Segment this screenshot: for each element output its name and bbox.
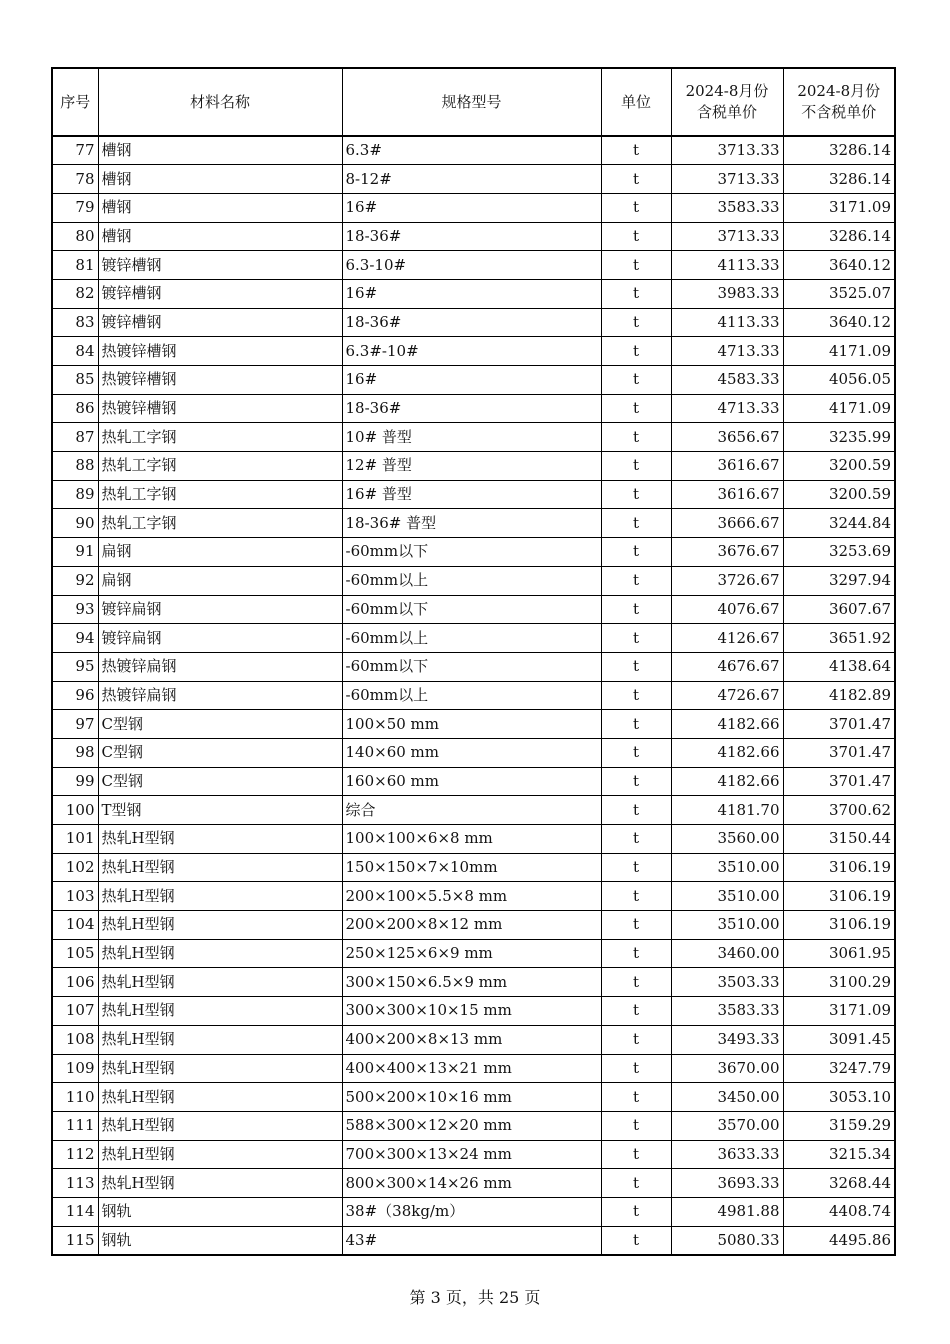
cell-price-notax: 3244.84: [783, 509, 895, 538]
table-row: [52, 767, 895, 796]
cell-price-notax: 3297.94: [783, 566, 895, 595]
cell-price-notax: 4138.64: [783, 652, 895, 681]
cell-unit: t: [601, 538, 671, 567]
cell-name: 热轧工字钢: [98, 452, 342, 481]
cell-price-notax: 3701.47: [783, 767, 895, 796]
cell-unit: t: [601, 423, 671, 452]
cell-unit: t: [601, 796, 671, 825]
cell-spec: 18-36#: [342, 394, 601, 423]
cell-no: 100: [52, 796, 98, 825]
cell-price-notax: 4408.74: [783, 1197, 895, 1226]
cell-name: 热轧H型钢: [98, 1083, 342, 1112]
cell-name: 镀锌槽钢: [98, 308, 342, 337]
cell-price-tax: 4181.70: [671, 796, 783, 825]
table-row: [52, 1226, 895, 1255]
cell-unit: t: [601, 366, 671, 395]
cell-price-tax: 4113.33: [671, 308, 783, 337]
cell-no: 106: [52, 968, 98, 997]
cell-price-tax: 3616.67: [671, 480, 783, 509]
cell-unit: t: [601, 222, 671, 251]
cell-price-tax: 4981.88: [671, 1197, 783, 1226]
cell-name: 热轧H型钢: [98, 1025, 342, 1054]
cell-no: 92: [52, 566, 98, 595]
table-row: [52, 279, 895, 308]
cell-unit: t: [601, 308, 671, 337]
cell-no: 101: [52, 825, 98, 854]
table-row: [52, 509, 895, 538]
table-row: [52, 423, 895, 452]
cell-spec: 38#（38kg/m）: [342, 1197, 601, 1226]
table-row: [52, 366, 895, 395]
cell-unit: t: [601, 911, 671, 940]
cell-spec: -60mm以上: [342, 681, 601, 710]
cell-name: 热轧工字钢: [98, 480, 342, 509]
cell-price-tax: 3670.00: [671, 1054, 783, 1083]
table-row: [52, 825, 895, 854]
cell-name: 热轧H型钢: [98, 1140, 342, 1169]
cell-unit: t: [601, 1054, 671, 1083]
table-row: [52, 480, 895, 509]
cell-name: 镀锌扁钢: [98, 624, 342, 653]
cell-no: 104: [52, 911, 98, 940]
cell-unit: t: [601, 394, 671, 423]
cell-unit: t: [601, 193, 671, 222]
table-row: [52, 165, 895, 194]
cell-price-tax: 3583.33: [671, 997, 783, 1026]
cell-name: 扁钢: [98, 566, 342, 595]
cell-unit: t: [601, 251, 671, 280]
cell-spec: 150×150×7×10mm: [342, 853, 601, 882]
cell-price-tax: 3713.33: [671, 222, 783, 251]
cell-spec: 400×400×13×21 mm: [342, 1054, 601, 1083]
cell-name: 热轧工字钢: [98, 509, 342, 538]
cell-no: 103: [52, 882, 98, 911]
table-row: [52, 193, 895, 222]
table-row: [52, 394, 895, 423]
header-price-tax-line2: 含税单价: [696, 103, 757, 121]
cell-name: 热轧H型钢: [98, 968, 342, 997]
cell-spec: 16#: [342, 279, 601, 308]
cell-spec: 6.3#-10#: [342, 337, 601, 366]
header-spec: 规格型号: [342, 68, 601, 136]
cell-spec: 200×100×5.5×8 mm: [342, 882, 601, 911]
cell-unit: t: [601, 279, 671, 308]
cell-spec: 16#: [342, 366, 601, 395]
table-row: [52, 624, 895, 653]
table-row: [52, 968, 895, 997]
table-header: [52, 68, 895, 136]
table-row: [52, 308, 895, 337]
cell-unit: t: [601, 165, 671, 194]
cell-price-tax: 4583.33: [671, 366, 783, 395]
cell-price-notax: 3268.44: [783, 1169, 895, 1198]
cell-price-notax: 3100.29: [783, 968, 895, 997]
cell-unit: t: [601, 624, 671, 653]
cell-no: 94: [52, 624, 98, 653]
cell-name: 热镀锌槽钢: [98, 337, 342, 366]
table-row: [52, 452, 895, 481]
cell-spec: 300×150×6.5×9 mm: [342, 968, 601, 997]
cell-spec: 300×300×10×15 mm: [342, 997, 601, 1026]
cell-price-notax: 3106.19: [783, 911, 895, 940]
cell-no: 77: [52, 136, 98, 165]
cell-price-notax: 4182.89: [783, 681, 895, 710]
cell-price-tax: 3570.00: [671, 1111, 783, 1140]
table-row: [52, 738, 895, 767]
cell-spec: 250×125×6×9 mm: [342, 939, 601, 968]
table-row: [52, 337, 895, 366]
cell-name: 扁钢: [98, 538, 342, 567]
cell-price-tax: 3460.00: [671, 939, 783, 968]
cell-unit: t: [601, 509, 671, 538]
cell-spec: 100×50 mm: [342, 710, 601, 739]
table-row: [52, 595, 895, 624]
header-no: 序号: [52, 68, 98, 136]
table-body: [52, 136, 895, 1255]
cell-name: 槽钢: [98, 222, 342, 251]
cell-price-notax: 3235.99: [783, 423, 895, 452]
table-row: [52, 796, 895, 825]
cell-no: 84: [52, 337, 98, 366]
cell-spec: -60mm以下: [342, 538, 601, 567]
cell-spec: 160×60 mm: [342, 767, 601, 796]
cell-spec: 16#: [342, 193, 601, 222]
cell-no: 98: [52, 738, 98, 767]
table-row: [52, 136, 895, 165]
header-price-notax: [783, 68, 895, 136]
cell-price-tax: 3676.67: [671, 538, 783, 567]
cell-unit: t: [601, 1083, 671, 1112]
cell-no: 90: [52, 509, 98, 538]
cell-no: 105: [52, 939, 98, 968]
cell-name: 热轧H型钢: [98, 1169, 342, 1198]
cell-price-tax: 3560.00: [671, 825, 783, 854]
table-row: [52, 1197, 895, 1226]
table-row: [52, 222, 895, 251]
page-footer: 第 3 页，共 25 页: [409, 1288, 541, 1307]
cell-price-tax: 4676.67: [671, 652, 783, 681]
cell-name: 热轧H型钢: [98, 997, 342, 1026]
cell-name: 热轧H型钢: [98, 1111, 342, 1140]
header-price-tax-line1: 2024-8月份: [685, 82, 769, 100]
cell-name: 镀锌扁钢: [98, 595, 342, 624]
table-row: [52, 710, 895, 739]
cell-no: 96: [52, 681, 98, 710]
cell-no: 113: [52, 1169, 98, 1198]
cell-no: 80: [52, 222, 98, 251]
cell-no: 87: [52, 423, 98, 452]
cell-price-notax: 3200.59: [783, 452, 895, 481]
cell-price-notax: 3053.10: [783, 1083, 895, 1112]
cell-price-notax: 3159.29: [783, 1111, 895, 1140]
cell-unit: t: [601, 652, 671, 681]
cell-price-notax: 3106.19: [783, 882, 895, 911]
table-row: [52, 566, 895, 595]
cell-price-tax: 3983.33: [671, 279, 783, 308]
cell-name: 镀锌槽钢: [98, 279, 342, 308]
cell-price-notax: 3286.14: [783, 136, 895, 165]
cell-price-notax: 3150.44: [783, 825, 895, 854]
cell-name: 热镀锌槽钢: [98, 366, 342, 395]
cell-spec: 8-12#: [342, 165, 601, 194]
cell-no: 109: [52, 1054, 98, 1083]
cell-name: C型钢: [98, 710, 342, 739]
cell-unit: t: [601, 825, 671, 854]
table-row: [52, 1054, 895, 1083]
cell-unit: t: [601, 136, 671, 165]
cell-unit: t: [601, 710, 671, 739]
cell-price-notax: 3640.12: [783, 251, 895, 280]
cell-no: 114: [52, 1197, 98, 1226]
cell-unit: t: [601, 452, 671, 481]
cell-no: 107: [52, 997, 98, 1026]
cell-no: 115: [52, 1226, 98, 1255]
cell-price-tax: 3666.67: [671, 509, 783, 538]
table-row: [52, 652, 895, 681]
table-row: [52, 853, 895, 882]
cell-no: 110: [52, 1083, 98, 1112]
cell-no: 83: [52, 308, 98, 337]
cell-price-notax: 3700.62: [783, 796, 895, 825]
cell-spec: 500×200×10×16 mm: [342, 1083, 601, 1112]
cell-spec: 140×60 mm: [342, 738, 601, 767]
cell-name: 热轧工字钢: [98, 423, 342, 452]
cell-unit: t: [601, 997, 671, 1026]
cell-price-notax: 3247.79: [783, 1054, 895, 1083]
cell-name: 镀锌槽钢: [98, 251, 342, 280]
cell-name: 钢轨: [98, 1226, 342, 1255]
cell-unit: t: [601, 1169, 671, 1198]
cell-price-tax: 3713.33: [671, 136, 783, 165]
cell-price-notax: 3253.69: [783, 538, 895, 567]
cell-name: 热轧H型钢: [98, 825, 342, 854]
cell-price-tax: 3713.33: [671, 165, 783, 194]
cell-price-notax: 4056.05: [783, 366, 895, 395]
cell-spec: 12# 普型: [342, 452, 601, 481]
cell-name: 热镀锌扁钢: [98, 652, 342, 681]
table-row: [52, 911, 895, 940]
table-row: [52, 1083, 895, 1112]
cell-no: 82: [52, 279, 98, 308]
cell-price-notax: 4171.09: [783, 394, 895, 423]
cell-spec: 综合: [342, 796, 601, 825]
cell-unit: t: [601, 595, 671, 624]
cell-no: 93: [52, 595, 98, 624]
table-row: [52, 1025, 895, 1054]
cell-price-tax: 4726.67: [671, 681, 783, 710]
cell-price-tax: 3510.00: [671, 882, 783, 911]
cell-name: C型钢: [98, 767, 342, 796]
cell-name: 热轧H型钢: [98, 882, 342, 911]
cell-spec: 16# 普型: [342, 480, 601, 509]
cell-spec: 43#: [342, 1226, 601, 1255]
cell-price-tax: 4182.66: [671, 710, 783, 739]
cell-unit: t: [601, 767, 671, 796]
cell-price-tax: 3450.00: [671, 1083, 783, 1112]
cell-price-tax: 3583.33: [671, 193, 783, 222]
cell-spec: -60mm以上: [342, 624, 601, 653]
cell-name: T型钢: [98, 796, 342, 825]
cell-spec: 400×200×8×13 mm: [342, 1025, 601, 1054]
cell-unit: t: [601, 566, 671, 595]
cell-name: 槽钢: [98, 165, 342, 194]
cell-price-notax: 4171.09: [783, 337, 895, 366]
table-row: [52, 1111, 895, 1140]
table-row: [52, 1169, 895, 1198]
cell-no: 91: [52, 538, 98, 567]
cell-spec: -60mm以下: [342, 652, 601, 681]
cell-price-notax: 3061.95: [783, 939, 895, 968]
cell-no: 81: [52, 251, 98, 280]
cell-unit: t: [601, 337, 671, 366]
cell-price-tax: 3493.33: [671, 1025, 783, 1054]
table-row: [52, 251, 895, 280]
cell-name: 钢轨: [98, 1197, 342, 1226]
cell-unit: t: [601, 1140, 671, 1169]
header-price-tax: [671, 68, 783, 136]
cell-price-tax: 3633.33: [671, 1140, 783, 1169]
cell-price-notax: 3286.14: [783, 165, 895, 194]
cell-unit: t: [601, 1111, 671, 1140]
cell-spec: 200×200×8×12 mm: [342, 911, 601, 940]
cell-name: 热镀锌槽钢: [98, 394, 342, 423]
cell-price-tax: 5080.33: [671, 1226, 783, 1255]
cell-spec: 6.3#: [342, 136, 601, 165]
cell-price-tax: 4126.67: [671, 624, 783, 653]
cell-price-tax: 3510.00: [671, 911, 783, 940]
cell-spec: 18-36# 普型: [342, 509, 601, 538]
cell-price-notax: 3286.14: [783, 222, 895, 251]
cell-no: 85: [52, 366, 98, 395]
cell-price-notax: 3607.67: [783, 595, 895, 624]
cell-spec: 18-36#: [342, 308, 601, 337]
cell-price-notax: 3171.09: [783, 193, 895, 222]
cell-unit: t: [601, 738, 671, 767]
header-row: [52, 68, 895, 136]
cell-price-tax: 3726.67: [671, 566, 783, 595]
cell-price-tax: 4713.33: [671, 394, 783, 423]
cell-no: 79: [52, 193, 98, 222]
header-price-notax-line1: 2024-8月份: [797, 82, 881, 100]
table-row: [52, 939, 895, 968]
cell-unit: t: [601, 968, 671, 997]
cell-price-notax: 3640.12: [783, 308, 895, 337]
cell-price-notax: 3525.07: [783, 279, 895, 308]
cell-unit: t: [601, 1025, 671, 1054]
cell-price-tax: 4713.33: [671, 337, 783, 366]
table-row: [52, 882, 895, 911]
cell-no: 99: [52, 767, 98, 796]
table-row: [52, 538, 895, 567]
cell-name: 热镀锌扁钢: [98, 681, 342, 710]
cell-spec: 18-36#: [342, 222, 601, 251]
cell-no: 88: [52, 452, 98, 481]
cell-price-tax: 3503.33: [671, 968, 783, 997]
cell-name: 槽钢: [98, 136, 342, 165]
cell-price-notax: 3171.09: [783, 997, 895, 1026]
cell-price-notax: 3200.59: [783, 480, 895, 509]
cell-price-notax: 3651.92: [783, 624, 895, 653]
cell-spec: 10# 普型: [342, 423, 601, 452]
cell-unit: t: [601, 939, 671, 968]
cell-no: 108: [52, 1025, 98, 1054]
cell-no: 102: [52, 853, 98, 882]
cell-price-tax: 4182.66: [671, 738, 783, 767]
cell-price-tax: 3693.33: [671, 1169, 783, 1198]
header-price-notax-line2: 不含税单价: [801, 103, 877, 121]
cell-price-notax: 3106.19: [783, 853, 895, 882]
cell-price-tax: 4076.67: [671, 595, 783, 624]
cell-no: 112: [52, 1140, 98, 1169]
price-table: [51, 67, 896, 1256]
cell-spec: 588×300×12×20 mm: [342, 1111, 601, 1140]
cell-name: 热轧H型钢: [98, 939, 342, 968]
cell-name: 热轧H型钢: [98, 1054, 342, 1083]
table-row: [52, 997, 895, 1026]
cell-name: C型钢: [98, 738, 342, 767]
cell-spec: 700×300×13×24 mm: [342, 1140, 601, 1169]
cell-price-notax: 4495.86: [783, 1226, 895, 1255]
cell-unit: t: [601, 681, 671, 710]
cell-price-notax: 3091.45: [783, 1025, 895, 1054]
cell-spec: 100×100×6×8 mm: [342, 825, 601, 854]
cell-price-tax: 3656.67: [671, 423, 783, 452]
cell-no: 89: [52, 480, 98, 509]
cell-name: 热轧H型钢: [98, 911, 342, 940]
cell-price-tax: 3510.00: [671, 853, 783, 882]
cell-unit: t: [601, 1226, 671, 1255]
cell-price-tax: 3616.67: [671, 452, 783, 481]
cell-price-tax: 4113.33: [671, 251, 783, 280]
cell-name: 槽钢: [98, 193, 342, 222]
cell-no: 78: [52, 165, 98, 194]
table-row: [52, 1140, 895, 1169]
cell-unit: t: [601, 1197, 671, 1226]
cell-unit: t: [601, 480, 671, 509]
cell-spec: -60mm以下: [342, 595, 601, 624]
cell-no: 111: [52, 1111, 98, 1140]
cell-name: 热轧H型钢: [98, 853, 342, 882]
cell-price-notax: 3701.47: [783, 738, 895, 767]
cell-price-notax: 3701.47: [783, 710, 895, 739]
cell-no: 97: [52, 710, 98, 739]
cell-spec: 6.3-10#: [342, 251, 601, 280]
header-unit: 单位: [601, 68, 671, 136]
cell-no: 95: [52, 652, 98, 681]
cell-unit: t: [601, 882, 671, 911]
table-row: [52, 681, 895, 710]
cell-spec: -60mm以上: [342, 566, 601, 595]
cell-price-tax: 4182.66: [671, 767, 783, 796]
cell-spec: 800×300×14×26 mm: [342, 1169, 601, 1198]
cell-price-notax: 3215.34: [783, 1140, 895, 1169]
header-name: 材料名称: [98, 68, 342, 136]
cell-no: 86: [52, 394, 98, 423]
cell-unit: t: [601, 853, 671, 882]
